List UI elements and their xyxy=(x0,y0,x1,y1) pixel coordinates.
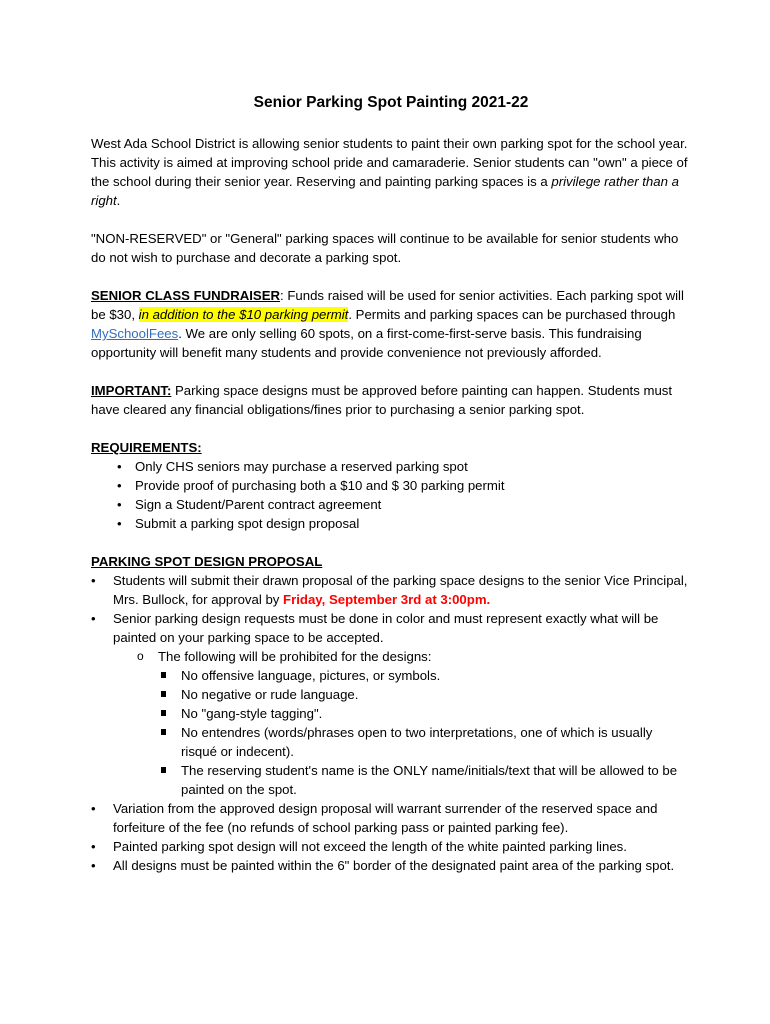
nonreserved-paragraph: "NON-RESERVED" or "General" parking spaces will continue to be available for senior students who do not wish to purchase and decorate a parking spot. xyxy=(91,231,679,265)
list-item: No entendres (words/phrases open to two interpretations, one of which is usually risqué or indecent). xyxy=(91,723,691,761)
fundraiser-label: SENIOR CLASS FUNDRAISER xyxy=(91,288,281,303)
list-item: • Provide proof of purchasing both a $10 and $ 30 parking permit xyxy=(91,476,691,495)
requirements-list xyxy=(91,457,691,533)
myschoolfees-link[interactable]: MySchoolFees xyxy=(91,326,179,341)
fundraiser-text1: : Funds raised will be used for senior activities. Each parking spot will be $30, xyxy=(91,288,684,322)
list-item xyxy=(91,571,691,609)
proposal-label: PARKING SPOT DESIGN PROPOSAL xyxy=(91,554,323,569)
intro-text: West Ada School District is allowing senior students to paint their own parking spot for the school year. This activity is aimed at improving school pride and camaraderie. Senior students can "own" a piece of the school during their senior year. Reserving and painting parking spaces is a xyxy=(91,136,688,189)
fundraiser-text2: . Permits and parking spaces can be purchased through xyxy=(348,307,676,322)
list-item: • All designs must be painted within the 6" border of the designated paint area of the parking spot. xyxy=(91,856,691,875)
proposal-heading xyxy=(91,552,691,571)
list-item: No negative or rude language. xyxy=(91,685,691,704)
important-text: Parking space designs must be approved before painting can happen. Students must have cleared any financial obligations/fines prior to purchasing a senior parking spot. xyxy=(91,383,673,417)
intro-italic: privilege rather than a right xyxy=(91,174,679,208)
list-item: • Painted parking spot design will not exceed the length of the white painted parking lines. xyxy=(91,837,691,856)
proposal-list xyxy=(91,571,691,875)
fundraiser-text3: . We are only selling 60 spots, on a first-come-first-serve basis. This fundraising opportunity will benefit many students and provide convenience not previously afforded. xyxy=(91,326,642,360)
important-paragraph xyxy=(91,381,691,419)
document-title: Senior Parking Spot Painting 2021-22 xyxy=(253,94,529,111)
list-item: o The following will be prohibited for the designs: xyxy=(91,647,691,666)
intro-end: . xyxy=(116,193,121,208)
list-item: • Submit a parking spot design proposal xyxy=(91,514,691,533)
fundraiser-highlight: in addition to the $10 parking permit xyxy=(138,307,349,322)
proposal-deadline: Friday, September 3rd at 3:00pm. xyxy=(283,592,491,607)
important-label: IMPORTANT: xyxy=(91,383,172,398)
requirements-label: REQUIREMENTS: xyxy=(91,440,202,455)
list-item: No offensive language, pictures, or symbols. xyxy=(91,666,691,685)
requirements-heading xyxy=(91,438,691,457)
list-item: • Only CHS seniors may purchase a reserved parking spot xyxy=(91,457,691,476)
list-item: No "gang-style tagging". xyxy=(91,704,691,723)
proposal-item1-text: Students will submit their drawn proposal of the parking space designs to the senior Vice Principal, Mrs. Bullock, for approval by xyxy=(113,573,688,607)
document-body xyxy=(91,92,691,875)
list-item: • Senior parking design requests must be done in color and must represent exactly what will be painted on your parking space to be accepted. xyxy=(91,609,691,647)
list-item: • Variation from the approved design proposal will warrant surrender of the reserved space and forfeiture of the fee (no refunds of school parking pass or painted parking fee). xyxy=(91,799,691,837)
list-item: • Sign a Student/Parent contract agreement xyxy=(91,495,691,514)
list-item: The reserving student's name is the ONLY name/initials/text that will be allowed to be painted on the spot. xyxy=(91,761,691,799)
intro-paragraph xyxy=(91,134,691,210)
fundraiser-paragraph xyxy=(91,286,691,362)
